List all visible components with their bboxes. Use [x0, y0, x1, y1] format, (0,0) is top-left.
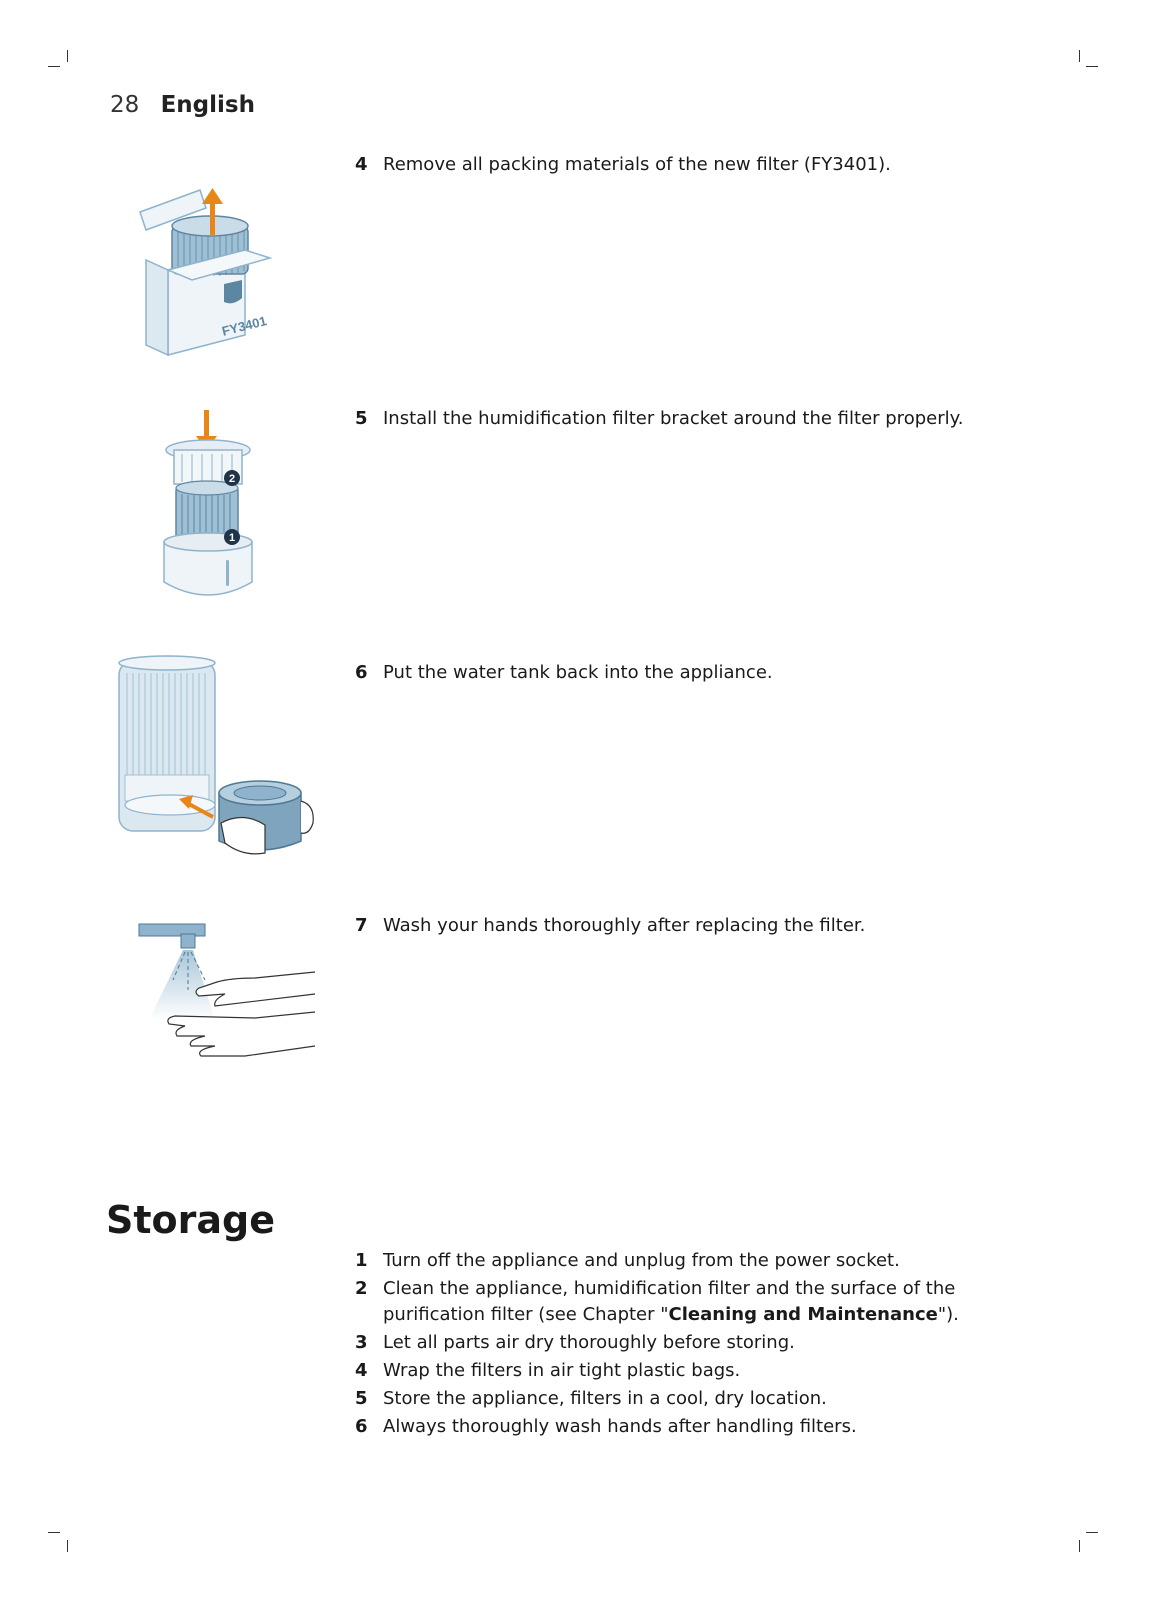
crop-mark-top-right-v — [1079, 50, 1080, 62]
crop-mark-bottom-right-v — [1079, 1540, 1080, 1552]
crop-mark-top-right-h — [1086, 66, 1098, 67]
step-7 — [355, 914, 865, 938]
crop-mark-top-left-v — [67, 50, 68, 62]
step-number: 5 — [355, 408, 368, 429]
step-text: Wrap the filters in air tight plastic bags. — [383, 1360, 741, 1381]
filter-box-illustration — [130, 180, 280, 365]
storage-steps-list — [355, 1248, 1055, 1442]
step-text: Remove all packing materials of the new filter (FY3401). — [383, 154, 891, 175]
faucet-icon — [139, 924, 205, 948]
step-text: Put the water tank back into the appliance. — [383, 662, 773, 683]
step-number: 6 — [355, 662, 368, 683]
crop-mark-bottom-left-v — [67, 1540, 68, 1552]
page-number: 28 — [110, 92, 140, 118]
section-name: English — [160, 92, 255, 118]
storage-step-3 — [355, 1330, 1055, 1356]
crop-mark-bottom-right-h — [1086, 1532, 1098, 1533]
page-header — [110, 92, 255, 118]
step-text: Turn off the appliance and unplug from the power socket. — [383, 1250, 900, 1271]
crop-mark-bottom-left-h — [48, 1532, 60, 1533]
step-number: 2 — [355, 1278, 368, 1299]
storage-step-1 — [355, 1248, 1055, 1274]
step-marker-2-label: 2 — [228, 473, 236, 485]
philips-shield-icon — [224, 280, 242, 303]
step-marker-1-label: 1 — [228, 532, 236, 544]
storage-step-2 — [355, 1276, 1055, 1328]
crop-mark-top-left-h — [48, 66, 60, 67]
step-number: 4 — [355, 1360, 368, 1381]
step-number: 6 — [355, 1416, 368, 1437]
storage-step-4 — [355, 1358, 1055, 1384]
step-text: Let all parts air dry thoroughly before storing. — [383, 1332, 795, 1353]
step-5 — [355, 407, 963, 431]
step-4 — [355, 153, 891, 177]
water-tank-illustration — [115, 655, 325, 865]
step-text-after: "). — [937, 1304, 959, 1325]
step-text-before: Clean the appliance, humidification filter and the surface of the purification filter (see Chapter " — [383, 1278, 956, 1325]
step-6 — [355, 661, 773, 685]
step-text: Install the humidification filter bracket around the filter properly. — [383, 408, 964, 429]
wash-hands-illustration — [135, 920, 320, 1065]
step-text: Store the appliance, filters in a cool, dry location. — [383, 1388, 827, 1409]
step-text: Wash your hands thoroughly after replacing the filter. — [383, 915, 866, 936]
box-label: FY3401 — [220, 313, 269, 339]
storage-step-6 — [355, 1414, 1055, 1440]
step-number: 1 — [355, 1250, 368, 1271]
step-number: 3 — [355, 1332, 368, 1353]
step-number: 7 — [355, 915, 368, 936]
step-text: Always thoroughly wash hands after handling filters. — [383, 1416, 857, 1437]
chapter-reference: Cleaning and Maintenance — [668, 1304, 938, 1325]
filter-bracket-illustration — [160, 410, 260, 610]
step-number: 5 — [355, 1388, 368, 1409]
storage-step-5 — [355, 1386, 1055, 1412]
step-number: 4 — [355, 154, 368, 175]
storage-heading: Storage — [106, 1198, 275, 1242]
